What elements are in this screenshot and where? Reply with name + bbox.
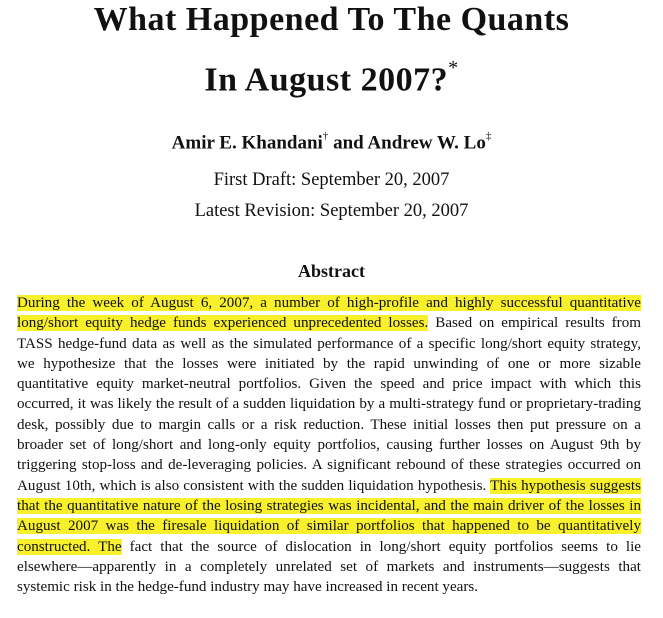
paper-title-text-1: What Happened To The Quants (93, 1, 570, 38)
title-footnote-mark: * (448, 57, 459, 79)
author-line (0, 126, 663, 155)
highlighted-passage-1: During the week of August 6, 2007, a number of high-profile and highly successful quantitative long/short equity hedge funds experienced unprecedented losses. (17, 295, 641, 332)
abstract-text-1: Based on empirical results from TASS hedge-fund data as well as the simulated performance of a specific long/short equity strategy, we hypothesize that the losses were initiated by the rapid unwinding of one or more sizable quantitative equity market-neutral portfolios. Given the speed and price impact with which this occurred, it was likely the result of a sudden liquidation by a multi-strategy fund or proprietary-trading desk, possibly due to margin calls or a risk reduction. These initial losses then put pressure on a broader set of long/short and long-only equity portfolios, causing further losses on August 9th by triggering stop-loss and de-leveraging policies. A significant rebound of these strategies occurred on August 10th, which is also consistent with the sudden liquidation hypothesis. (17, 315, 641, 494)
paper-title-line-1 (0, 0, 663, 40)
author-1-footnote-mark: † (322, 130, 329, 142)
abstract-body (17, 293, 641, 597)
author-2-footnote-mark: ‡ (485, 130, 492, 142)
abstract-heading: Abstract (298, 261, 365, 281)
paper-title-line-2 (0, 52, 663, 100)
author-conjunction: and (333, 132, 364, 154)
latest-revision-date: Latest Revision: September 20, 2007 (194, 201, 469, 221)
author-2: Andrew W. Lo (367, 132, 486, 154)
highlighted-passage-2: This hypothesis suggests that the quantitative nature of the losing strategies was incidental, and the main driver of the losses in August 2007 was the firesale liquidation of similar portfolios that happened to be quantitatively constructed. The (17, 477, 641, 555)
author-1: Amir E. Khandani (171, 132, 323, 154)
first-draft-date: First Draft: September 20, 2007 (213, 170, 450, 190)
abstract-text-2: fact that the source of dislocation in long/short equity portfolios seems to lie elsewhere—apparently in a completely unrelated set of markets and instruments—suggests that systemic risk in the hedge-fund industry may have increased in recent years. (17, 538, 641, 596)
paper-title-text-2: In August 2007? (204, 61, 449, 99)
